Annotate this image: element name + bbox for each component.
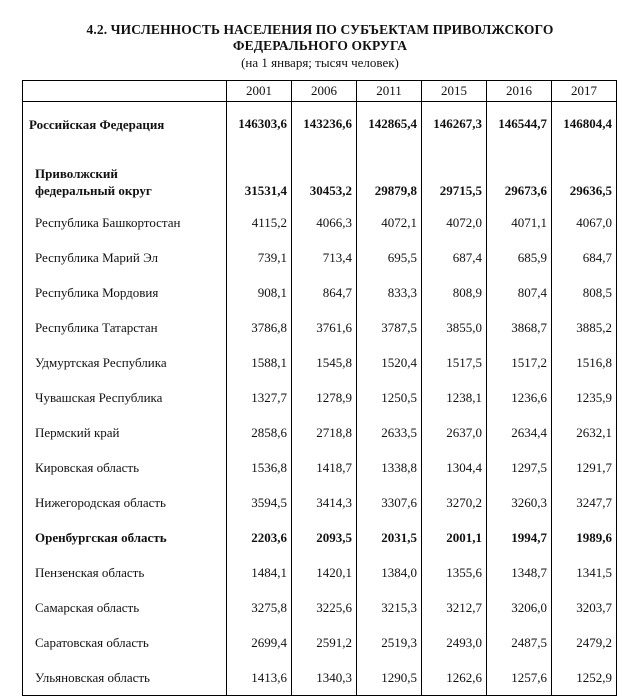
region-name: Российская Федерация bbox=[23, 102, 227, 147]
value-cell: 687,4 bbox=[422, 240, 487, 275]
value-cell: 2718,8 bbox=[292, 415, 357, 450]
value-cell: 30453,2 bbox=[292, 146, 357, 205]
year-header: 2001 bbox=[227, 81, 292, 102]
value-cell: 1520,4 bbox=[357, 345, 422, 380]
table-row bbox=[23, 625, 617, 660]
value-cell: 1517,5 bbox=[422, 345, 487, 380]
region-name: Самарская область bbox=[23, 590, 227, 625]
value-cell: 2479,2 bbox=[552, 625, 617, 660]
value-cell: 3260,3 bbox=[487, 485, 552, 520]
region-name-line1: Приволжский bbox=[35, 166, 118, 181]
value-cell: 1327,7 bbox=[227, 380, 292, 415]
table-row bbox=[23, 102, 617, 147]
value-cell: 1413,6 bbox=[227, 660, 292, 696]
value-cell: 3761,6 bbox=[292, 310, 357, 345]
table-row bbox=[23, 660, 617, 696]
value-cell: 3594,5 bbox=[227, 485, 292, 520]
value-cell: 1994,7 bbox=[487, 520, 552, 555]
value-cell: 2632,1 bbox=[552, 415, 617, 450]
table-row bbox=[23, 555, 617, 590]
value-cell: 146267,3 bbox=[422, 102, 487, 147]
value-cell: 1278,9 bbox=[292, 380, 357, 415]
region-name: Республика Татарстан bbox=[23, 310, 227, 345]
value-cell: 739,1 bbox=[227, 240, 292, 275]
value-cell: 1291,7 bbox=[552, 450, 617, 485]
region-name: Пермский край bbox=[23, 415, 227, 450]
value-cell: 29673,6 bbox=[487, 146, 552, 205]
value-cell: 4115,2 bbox=[227, 205, 292, 240]
value-cell: 864,7 bbox=[292, 275, 357, 310]
value-cell: 833,3 bbox=[357, 275, 422, 310]
value-cell: 1536,8 bbox=[227, 450, 292, 485]
value-cell: 1238,1 bbox=[422, 380, 487, 415]
table-row bbox=[23, 205, 617, 240]
value-cell: 142865,4 bbox=[357, 102, 422, 147]
value-cell: 1257,6 bbox=[487, 660, 552, 696]
value-cell: 1355,6 bbox=[422, 555, 487, 590]
value-cell: 2519,3 bbox=[357, 625, 422, 660]
value-cell: 1989,6 bbox=[552, 520, 617, 555]
region-name: Удмуртская Республика bbox=[23, 345, 227, 380]
region-name: Саратовская область bbox=[23, 625, 227, 660]
value-cell: 2637,0 bbox=[422, 415, 487, 450]
year-header: 2015 bbox=[422, 81, 487, 102]
value-cell: 908,1 bbox=[227, 275, 292, 310]
value-cell: 31531,4 bbox=[227, 146, 292, 205]
table-row bbox=[23, 275, 617, 310]
table-row bbox=[23, 146, 617, 205]
value-cell: 4067,0 bbox=[552, 205, 617, 240]
region-name: Республика Марий Эл bbox=[23, 240, 227, 275]
value-cell: 4072,0 bbox=[422, 205, 487, 240]
value-cell: 146804,4 bbox=[552, 102, 617, 147]
value-cell: 3247,7 bbox=[552, 485, 617, 520]
value-cell: 1418,7 bbox=[292, 450, 357, 485]
value-cell: 685,9 bbox=[487, 240, 552, 275]
value-cell: 1235,9 bbox=[552, 380, 617, 415]
value-cell: 684,7 bbox=[552, 240, 617, 275]
value-cell: 2493,0 bbox=[422, 625, 487, 660]
value-cell: 1252,9 bbox=[552, 660, 617, 696]
value-cell: 143236,6 bbox=[292, 102, 357, 147]
value-cell: 2001,1 bbox=[422, 520, 487, 555]
value-cell: 1517,2 bbox=[487, 345, 552, 380]
value-cell: 3215,3 bbox=[357, 590, 422, 625]
table-row bbox=[23, 380, 617, 415]
value-cell: 3855,0 bbox=[422, 310, 487, 345]
value-cell: 3203,7 bbox=[552, 590, 617, 625]
value-cell: 3212,7 bbox=[422, 590, 487, 625]
table-row bbox=[23, 310, 617, 345]
region-name: Чувашская Республика bbox=[23, 380, 227, 415]
value-cell: 1545,8 bbox=[292, 345, 357, 380]
value-cell: 3787,5 bbox=[357, 310, 422, 345]
value-cell: 3414,3 bbox=[292, 485, 357, 520]
table-subtitle: (на 1 января; тысяч человек) bbox=[241, 55, 399, 70]
value-cell: 3885,2 bbox=[552, 310, 617, 345]
value-cell: 3307,6 bbox=[357, 485, 422, 520]
value-cell: 2633,5 bbox=[357, 415, 422, 450]
value-cell: 1340,3 bbox=[292, 660, 357, 696]
value-cell: 2699,4 bbox=[227, 625, 292, 660]
value-cell: 2591,2 bbox=[292, 625, 357, 660]
value-cell: 3275,8 bbox=[227, 590, 292, 625]
population-table bbox=[22, 80, 617, 696]
table-row bbox=[23, 590, 617, 625]
value-cell: 2031,5 bbox=[357, 520, 422, 555]
table-row bbox=[23, 520, 617, 555]
region-name: Республика Башкортостан bbox=[23, 205, 227, 240]
value-cell: 1236,6 bbox=[487, 380, 552, 415]
value-cell: 1420,1 bbox=[292, 555, 357, 590]
region-name: Нижегородская область bbox=[23, 485, 227, 520]
value-cell: 1384,0 bbox=[357, 555, 422, 590]
value-cell: 1338,8 bbox=[357, 450, 422, 485]
value-cell: 808,5 bbox=[552, 275, 617, 310]
value-cell: 146303,6 bbox=[227, 102, 292, 147]
year-header: 2006 bbox=[292, 81, 357, 102]
value-cell: 2858,6 bbox=[227, 415, 292, 450]
value-cell: 4071,1 bbox=[487, 205, 552, 240]
table-row bbox=[23, 345, 617, 380]
table-title-line2: ФЕДЕРАЛЬНОГО ОКРУГА bbox=[232, 38, 408, 53]
value-cell: 3225,6 bbox=[292, 590, 357, 625]
value-cell: 1484,1 bbox=[227, 555, 292, 590]
header-corner-cell bbox=[23, 81, 227, 102]
value-cell: 2093,5 bbox=[292, 520, 357, 555]
value-cell: 2203,6 bbox=[227, 520, 292, 555]
value-cell: 1341,5 bbox=[552, 555, 617, 590]
value-cell: 1304,4 bbox=[422, 450, 487, 485]
region-name: Пензенская область bbox=[23, 555, 227, 590]
value-cell: 695,5 bbox=[357, 240, 422, 275]
value-cell: 3206,0 bbox=[487, 590, 552, 625]
value-cell: 1588,1 bbox=[227, 345, 292, 380]
value-cell: 1297,5 bbox=[487, 450, 552, 485]
value-cell: 3270,2 bbox=[422, 485, 487, 520]
value-cell: 1348,7 bbox=[487, 555, 552, 590]
value-cell: 2487,5 bbox=[487, 625, 552, 660]
value-cell: 1262,6 bbox=[422, 660, 487, 696]
value-cell: 3868,7 bbox=[487, 310, 552, 345]
value-cell: 2634,4 bbox=[487, 415, 552, 450]
value-cell: 1516,8 bbox=[552, 345, 617, 380]
region-name: Ульяновская область bbox=[23, 660, 227, 696]
value-cell: 4066,3 bbox=[292, 205, 357, 240]
region-name: Республика Мордовия bbox=[23, 275, 227, 310]
table-header-row bbox=[23, 81, 617, 102]
value-cell: 1290,5 bbox=[357, 660, 422, 696]
region-name-line2: федеральный округ bbox=[35, 183, 152, 198]
table-row bbox=[23, 240, 617, 275]
value-cell: 146544,7 bbox=[487, 102, 552, 147]
value-cell: 29715,5 bbox=[422, 146, 487, 205]
year-header: 2017 bbox=[552, 81, 617, 102]
region-name: Оренбургская область bbox=[23, 520, 227, 555]
year-header: 2011 bbox=[357, 81, 422, 102]
value-cell: 3786,8 bbox=[227, 310, 292, 345]
value-cell: 713,4 bbox=[292, 240, 357, 275]
value-cell: 29879,8 bbox=[357, 146, 422, 205]
value-cell: 808,9 bbox=[422, 275, 487, 310]
table-title-line1: 4.2. ЧИСЛЕННОСТЬ НАСЕЛЕНИЯ ПО СУБЪЕКТАМ ПРИВОЛЖСКОГО bbox=[86, 22, 554, 37]
value-cell: 1250,5 bbox=[357, 380, 422, 415]
table-row bbox=[23, 485, 617, 520]
value-cell: 807,4 bbox=[487, 275, 552, 310]
table-row bbox=[23, 450, 617, 485]
table-row bbox=[23, 415, 617, 450]
region-name: Кировская область bbox=[23, 450, 227, 485]
value-cell: 4072,1 bbox=[357, 205, 422, 240]
region-name bbox=[23, 146, 227, 205]
year-header: 2016 bbox=[487, 81, 552, 102]
value-cell: 29636,5 bbox=[552, 146, 617, 205]
